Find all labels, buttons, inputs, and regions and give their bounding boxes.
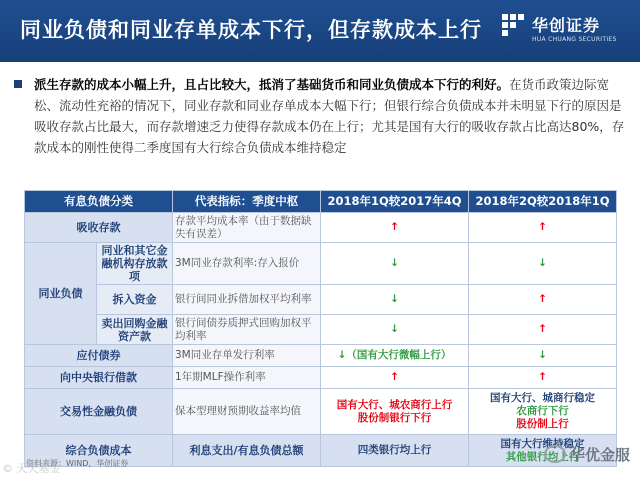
table-row: [25, 367, 617, 389]
page-title: 同业负债和同业存单成本下行，但存款成本上行: [20, 18, 482, 42]
q2-line-3: 股份制上行: [516, 418, 569, 430]
arrow-down-icon: ↓: [321, 315, 469, 345]
liability-cost-table: [24, 190, 617, 467]
row-category: 吸收存款: [25, 213, 173, 243]
arrow-down-icon: ↓: [469, 345, 617, 367]
watermark-text: 华优金服: [569, 445, 630, 464]
arrow-up-icon: ↑: [469, 285, 617, 315]
header-q2: 2018年2Q较2018年1Q: [469, 191, 617, 213]
q2-line-2: 其他银行均上行: [505, 450, 580, 463]
table-row: [25, 345, 617, 367]
bullet-lead: 派生存款的成本小幅上升，且占比较大，抵消了基础货币和同业负债成本下行的利好。: [34, 77, 510, 92]
bullet-square-icon: [14, 80, 22, 88]
arrow-up-icon: ↑: [469, 213, 617, 243]
q1-line-1: 国有大行、城农商行上行: [336, 398, 453, 411]
table-header-row: [25, 191, 617, 213]
watermark-right: [544, 440, 630, 468]
row-category: 交易性金融负债: [25, 389, 173, 435]
logo-name-en: HUA CHUANG SECURITIES: [532, 36, 617, 43]
header-category: 有息负债分类: [25, 191, 173, 213]
bullet-text: [34, 74, 630, 158]
table-row: [25, 243, 617, 285]
row-indicator: 1年期MLF操作利率: [173, 367, 321, 389]
logo-name-cn: 华创证券: [532, 16, 601, 35]
table-row: [25, 389, 617, 435]
row-indicator: 3M同业存款利率:存入报价: [173, 243, 321, 285]
row-indicator: 存款平均成本率（由于数据缺失有误差）: [173, 213, 321, 243]
row-indicator: 银行间同业拆借加权平均利率: [173, 285, 321, 315]
title-bar: [0, 0, 640, 62]
logo-mark-icon: [502, 14, 524, 36]
arrow-down-icon: ↓: [469, 243, 617, 285]
table-row: [25, 285, 617, 315]
arrow-up-icon: ↑: [321, 367, 469, 389]
row-category: 综合负债成本: [25, 435, 173, 467]
row-q1-value: ↓（国有大行微幅上行）: [321, 345, 469, 367]
row-subcategory: 卖出回购金融资产款: [97, 315, 173, 345]
header-q1: 2018年1Q较2017年4Q: [321, 191, 469, 213]
row-q2-value: [469, 389, 617, 435]
arrow-up-icon: ↑: [469, 315, 617, 345]
row-subcategory: 拆入资金: [97, 285, 173, 315]
q1-line-2: 股份制银行下行: [357, 411, 432, 424]
arrow-up-icon: ↑: [321, 213, 469, 243]
row-indicator: 3M同业存单发行利率: [173, 345, 321, 367]
row-category: 应付债券: [25, 345, 173, 367]
q2-line-1: 国有大行、城商行稳定: [490, 392, 595, 404]
table-row: [25, 315, 617, 345]
arrow-up-icon: ↑: [469, 367, 617, 389]
row-subcategory: 同业和其它金融机构存放款项: [97, 243, 173, 285]
q2-line-1: 国有大行维持稳定: [500, 437, 585, 450]
q2-line-2: 农商行下行: [516, 405, 569, 417]
watermark-left: © 天天基金: [2, 462, 61, 475]
header-indicator: 代表指标：季度中枢: [173, 191, 321, 213]
row-q1-value: 四类银行均上行: [321, 435, 469, 467]
row-q1-value: [321, 389, 469, 435]
source-note: 资料来源：WIND，华创证券: [26, 459, 129, 468]
wechat-icon: [544, 445, 566, 463]
company-logo: [502, 12, 622, 50]
arrow-down-icon: ↓: [321, 243, 469, 285]
row-category: 同业负债: [25, 243, 97, 345]
table-row: [25, 213, 617, 243]
row-indicator: 利息支出/有息负债总额: [173, 435, 321, 467]
row-indicator: 保本型理财预期收益率均值: [173, 389, 321, 435]
row-category: 向中央银行借款: [25, 367, 173, 389]
row-indicator: 银行间债券质押式回购加权平均利率: [173, 315, 321, 345]
bullet-body: 在货币政策边际宽松、流动性充裕的情况下，同业存款和同业存单成本大幅下行；但银行综合负债成本并未明显下行的原因是吸收存款占比最大，而存款增速乏力使得存款成本仍在上行；尤其是国有大行的吸收存款占比高达80%，存款成本的刚性使得二季度国有大行综合负债成本维持稳定: [34, 77, 625, 155]
arrow-down-icon: ↓: [321, 285, 469, 315]
